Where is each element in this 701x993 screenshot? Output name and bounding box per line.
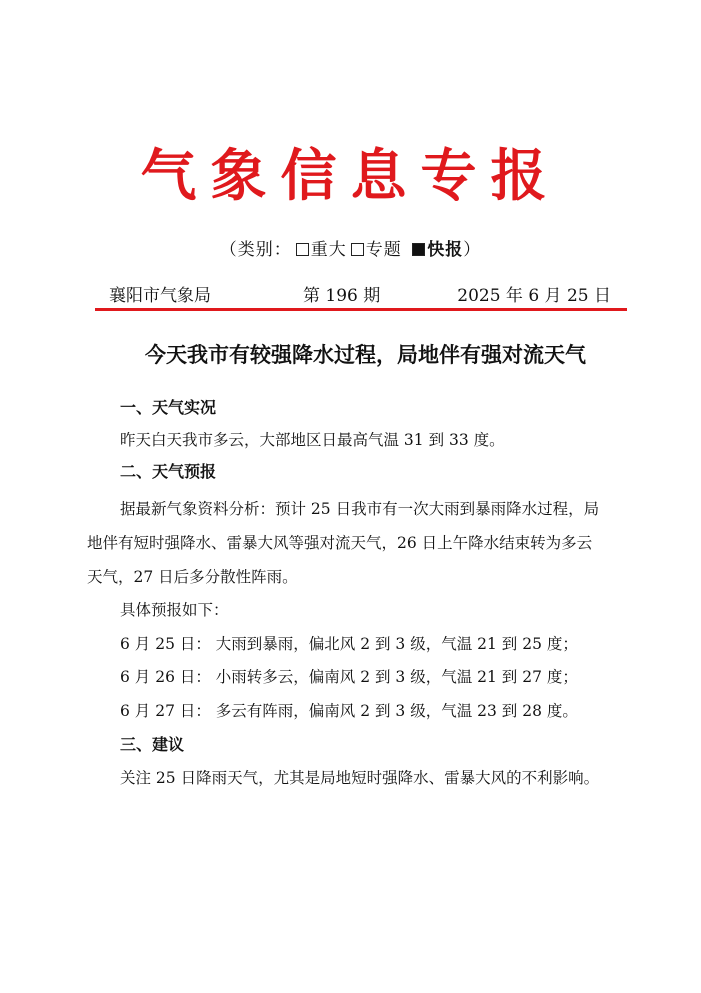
forecast-detail-intro: 具体预报如下：	[120, 601, 229, 619]
issuing-organization: 襄阳市气象局	[109, 286, 211, 306]
section-advice-title: 三、建议	[120, 735, 185, 754]
daily-forecast-item: 6 月 27 日： 多云有阵雨，偏南风 2 到 3 级，气温 23 到 28 度。	[120, 702, 578, 720]
category-open: （类别：	[219, 240, 292, 260]
section-observation-title: 一、天气实况	[120, 398, 217, 417]
checkbox-topic-icon	[351, 243, 364, 256]
issue-number: 第 196 期	[303, 286, 381, 306]
daily-forecast-item: 6 月 25 日： 大雨到暴雨，偏北风 2 到 3 级，气温 21 到 25 度；	[120, 635, 578, 653]
bulletin-title: 气象信息专报	[140, 144, 561, 209]
issue-bar	[95, 284, 625, 308]
category-close: ）	[463, 240, 482, 260]
section-forecast-title: 二、天气预报	[120, 462, 217, 481]
forecast-paragraph-line: 据最新气象资料分析：预计 25 日我市有一次大雨到暴雨降水过程，局	[120, 500, 600, 518]
issue-date: 2025 年 6 月 25 日	[457, 286, 611, 306]
red-divider	[95, 308, 627, 311]
category-major-label: 重大	[310, 240, 347, 260]
checkbox-major-icon	[296, 243, 309, 256]
category-express-label: 快报	[427, 240, 464, 260]
daily-forecast-item: 6 月 26 日： 小雨转多云，偏南风 2 到 3 级，气温 21 到 27 度；	[120, 668, 578, 686]
forecast-paragraph-line: 地伴有短时强降水、雷暴大风等强对流天气，26 日上午降水结束转为多云	[87, 534, 593, 552]
category-line	[0, 238, 701, 262]
observation-text: 昨天白天我市多云，大部地区日最高气温 31 到 33 度。	[120, 431, 505, 449]
headline: 今天我市有较强降水过程，局地伴有强对流天气	[145, 342, 586, 367]
category-topic-label: 专题	[365, 240, 402, 260]
advice-text: 关注 25 日降雨天气，尤其是局地短时强降水、雷暴大风的不利影响。	[120, 769, 600, 787]
forecast-paragraph-line: 天气，27 日后多分散性阵雨。	[87, 568, 298, 586]
checkbox-express-checked-icon	[412, 243, 425, 256]
